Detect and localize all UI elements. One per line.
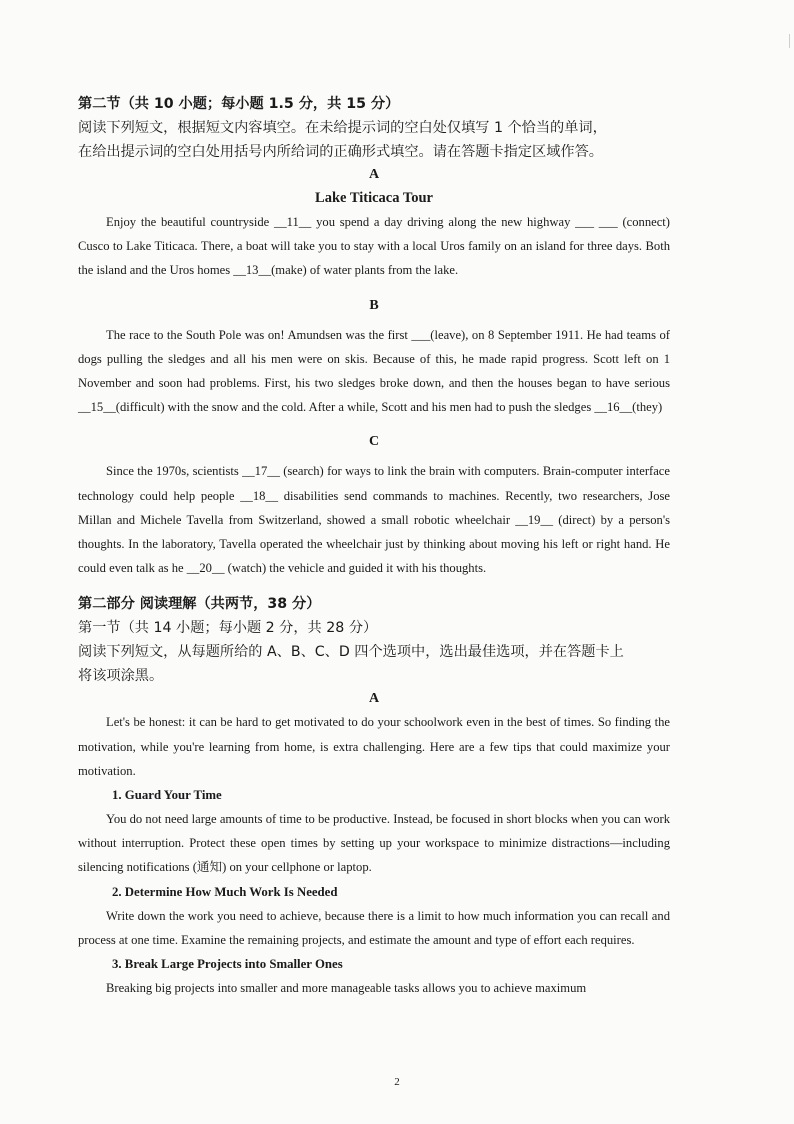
tip-1-title: 1. Guard Your Time: [112, 788, 222, 803]
reading-a-letter: A: [368, 691, 380, 707]
part2-heading: 第二部分 阅读理解（共两节，38 分）: [78, 596, 321, 613]
tip-2-text: Write down the work you need to achieve, because there is a limit to how much information you can recall and process at one time. Examine the remaining projects, and estimate the amount and type of effort each requires.: [78, 908, 670, 947]
section-heading: 第二节（共 10 小题；每小题 1.5 分，共 15 分）: [78, 96, 400, 112]
page-content: [78, 92, 670, 1000]
reading-a-intro: Let's be honest: it can be hard to get motivated to do your schoolwork even in the best of times. So finding the motivation, while you're learning from home, is extra challenging. Here are a few tips that could maximize your motivation.: [78, 715, 670, 778]
tip-1-text: You do not need large amounts of time to be productive. Instead, be focused in short blocks when you can work without interruption. Protect these open times by setting up your workspace to minimize distractions—including silencing notifications (通知) on your cellphone or laptop.: [78, 812, 670, 875]
passage-c-text: Since the 1970s, scientists __17__ (search) for ways to link the brain with computers. Brain-computer interface technology could help people __18__ disabilities send commands to machines. Recently, two researchers, Jose Millan and Michele Tavella from Switzerland, showed a small robotic wheelchair __19__ (direct) by a person's thoughts. In the laboratory, Tavella operated the wheelchair just by thinking about moving his left or right hand. He could even talk as he __20__ (watch) the vehicle and guided it with his thoughts.: [78, 464, 670, 576]
passage-a-title: Lake Titicaca Tour: [315, 190, 433, 206]
part2-instruction-line-2: 将该项涂黑。: [78, 668, 164, 685]
part2-section1-heading: 第一节（共 14 小题；每小题 2 分，共 28 分）: [78, 620, 378, 637]
tip-3-title: 3. Break Large Projects into Smaller Ones: [112, 957, 343, 972]
scan-edge-mark: [783, 34, 790, 48]
instruction-line-1: 阅读下列短文，根据短文内容填空。在未给提示词的空白处仅填写 1 个恰当的单词，: [78, 120, 607, 136]
part2-instruction-line-1: 阅读下列短文，从每题所给的 A、B、C、D 四个选项中，选出最佳选项，并在答题卡上: [78, 644, 624, 661]
passage-a-text: Enjoy the beautiful countryside __11__ you spend a day driving along the new highway ___ ___ (connect) Cusco to Lake Titicaca. There, a boat will take you to stay with a local Uros family on an island for three days. Both the island and the Uros homes __13__(make) of water plants from the lake.: [78, 215, 670, 278]
passage-b-letter: B: [369, 297, 379, 313]
passage-a-letter: A: [368, 167, 380, 182]
tip-3-text: Breaking big projects into smaller and more manageable tasks allows you to achieve maximum: [106, 981, 587, 996]
page-number: 2: [394, 1076, 400, 1088]
passage-b-text: The race to the South Pole was on! Amundsen was the first ___(leave), on 8 September 1911. He had teams of dogs pulling the sledges and all his men were on skis. Because of this, he made rapid progress. Scott left on 1 November and soon had problems. First, his two sledges broke down, and then the houses began to have serious __15__(difficult) with the snow and the cold. After a while, Scott and his men had to push the sledges __16__(they): [78, 327, 670, 415]
tip-2-title: 2. Determine How Much Work Is Needed: [112, 884, 338, 899]
passage-c-letter: C: [368, 434, 380, 450]
instruction-line-2: 在给出提示词的空白处用括号内所给词的正确形式填空。请在答题卡指定区域作答。: [78, 144, 603, 160]
